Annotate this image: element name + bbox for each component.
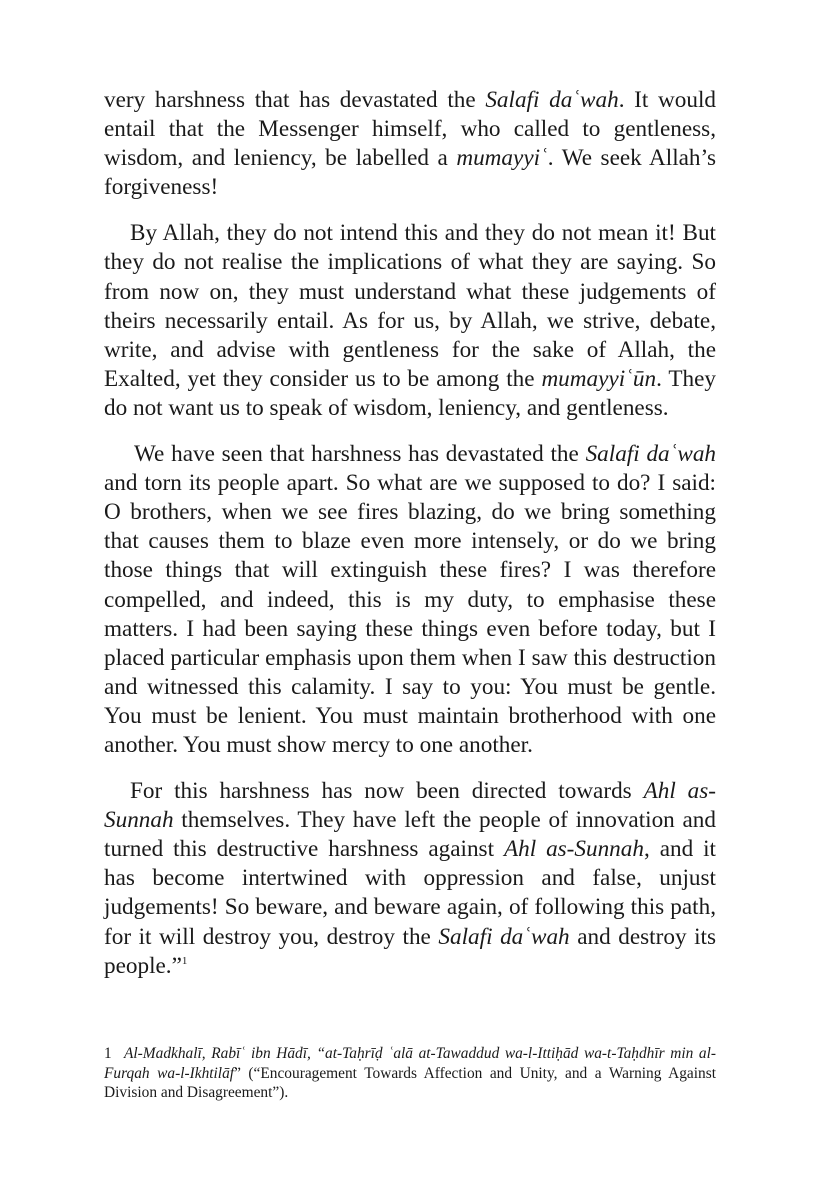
text-run: By Allah, they do not intend this and they do not mean it! But they do not realise the implications of what they are saying. So from now on, they must understand what these judgements of theirs necessarily entail. As for us, by Allah, we strive, debate, write, and advise with gentleness for the sake of Allah, the Exalted, yet they consider us to be among the [104, 220, 716, 392]
footnote-number: 1 [104, 1045, 112, 1062]
footnote-text [104, 1045, 716, 1101]
paragraph [104, 777, 716, 981]
italic-term: Salafi daʿwah [485, 87, 619, 113]
paragraph [104, 86, 716, 202]
italic-term: Ahl as-Sunnah [503, 836, 644, 863]
paragraph [104, 219, 716, 423]
text-run: . They do not want us to speak of wisdom, leniency, and gentleness. [104, 365, 716, 421]
text-run: . It would entail that the Messenger himself, who called to gentleness, wisdom, and leniency, be labelled a [104, 87, 716, 172]
text-run: themselves. They have left the people of innovation and turned this destructive harshness against [104, 807, 716, 863]
italic-term: Al-Madkhalī, Rabīʿ ibn Hādī, “at-Taḥrīḍ ʿalā at-Tawaddud wa-l-Ittiḥād wa-t-Taḥdhīr min al-Furqah wa-l-Ikhtilāf [104, 1045, 716, 1082]
italic-term: mumayyiʿūn [541, 365, 657, 392]
text-run: very harshness that has devastated the [104, 87, 486, 113]
text-run: and destroy its people.” [104, 923, 717, 979]
text-run: For this harshness has now been directed towards [130, 778, 644, 805]
text-run: ” (“Encouragement Towards Affection and Unity, and a Warning Against Division and Disagreement”). [104, 1064, 716, 1102]
main-text [104, 86, 716, 998]
footnote-reference: 1 [181, 954, 188, 967]
text-run: and torn its people apart. So what are we supposed to do? I said: O brothers, when we see fires blazing, do we bring something that causes them to blaze even more intensely, or do we bring those things that will extinguish these fires? I was therefore compelled, and indeed, this is my duty, to emphasise these matters. I had been saying these things even before today, but I placed particular emphasis upon them when I saw this destruction and witnessed this calamity. I say to you: You must be gentle. You must be lenient. You must maintain brotherhood with one another. You must show mercy to one another. [104, 470, 716, 758]
text-run: , and it has become intertwined with oppression and false, unjust judgements! So beware, and beware again, of following this path, for it will destroy you, destroy the [104, 836, 716, 950]
text-run: . We seek Allah’s forgiveness! [104, 145, 716, 201]
italic-term: Salafi daʿwah [585, 441, 717, 468]
paragraph [104, 440, 716, 760]
italic-term: mumayyiʿ [456, 145, 548, 172]
italic-term: Ahl as-Sunnah [104, 778, 716, 834]
italic-term: Salafi daʿwah [438, 923, 570, 950]
text-run: We have seen that harshness has devastated the [134, 441, 586, 468]
footnote [104, 1044, 716, 1103]
